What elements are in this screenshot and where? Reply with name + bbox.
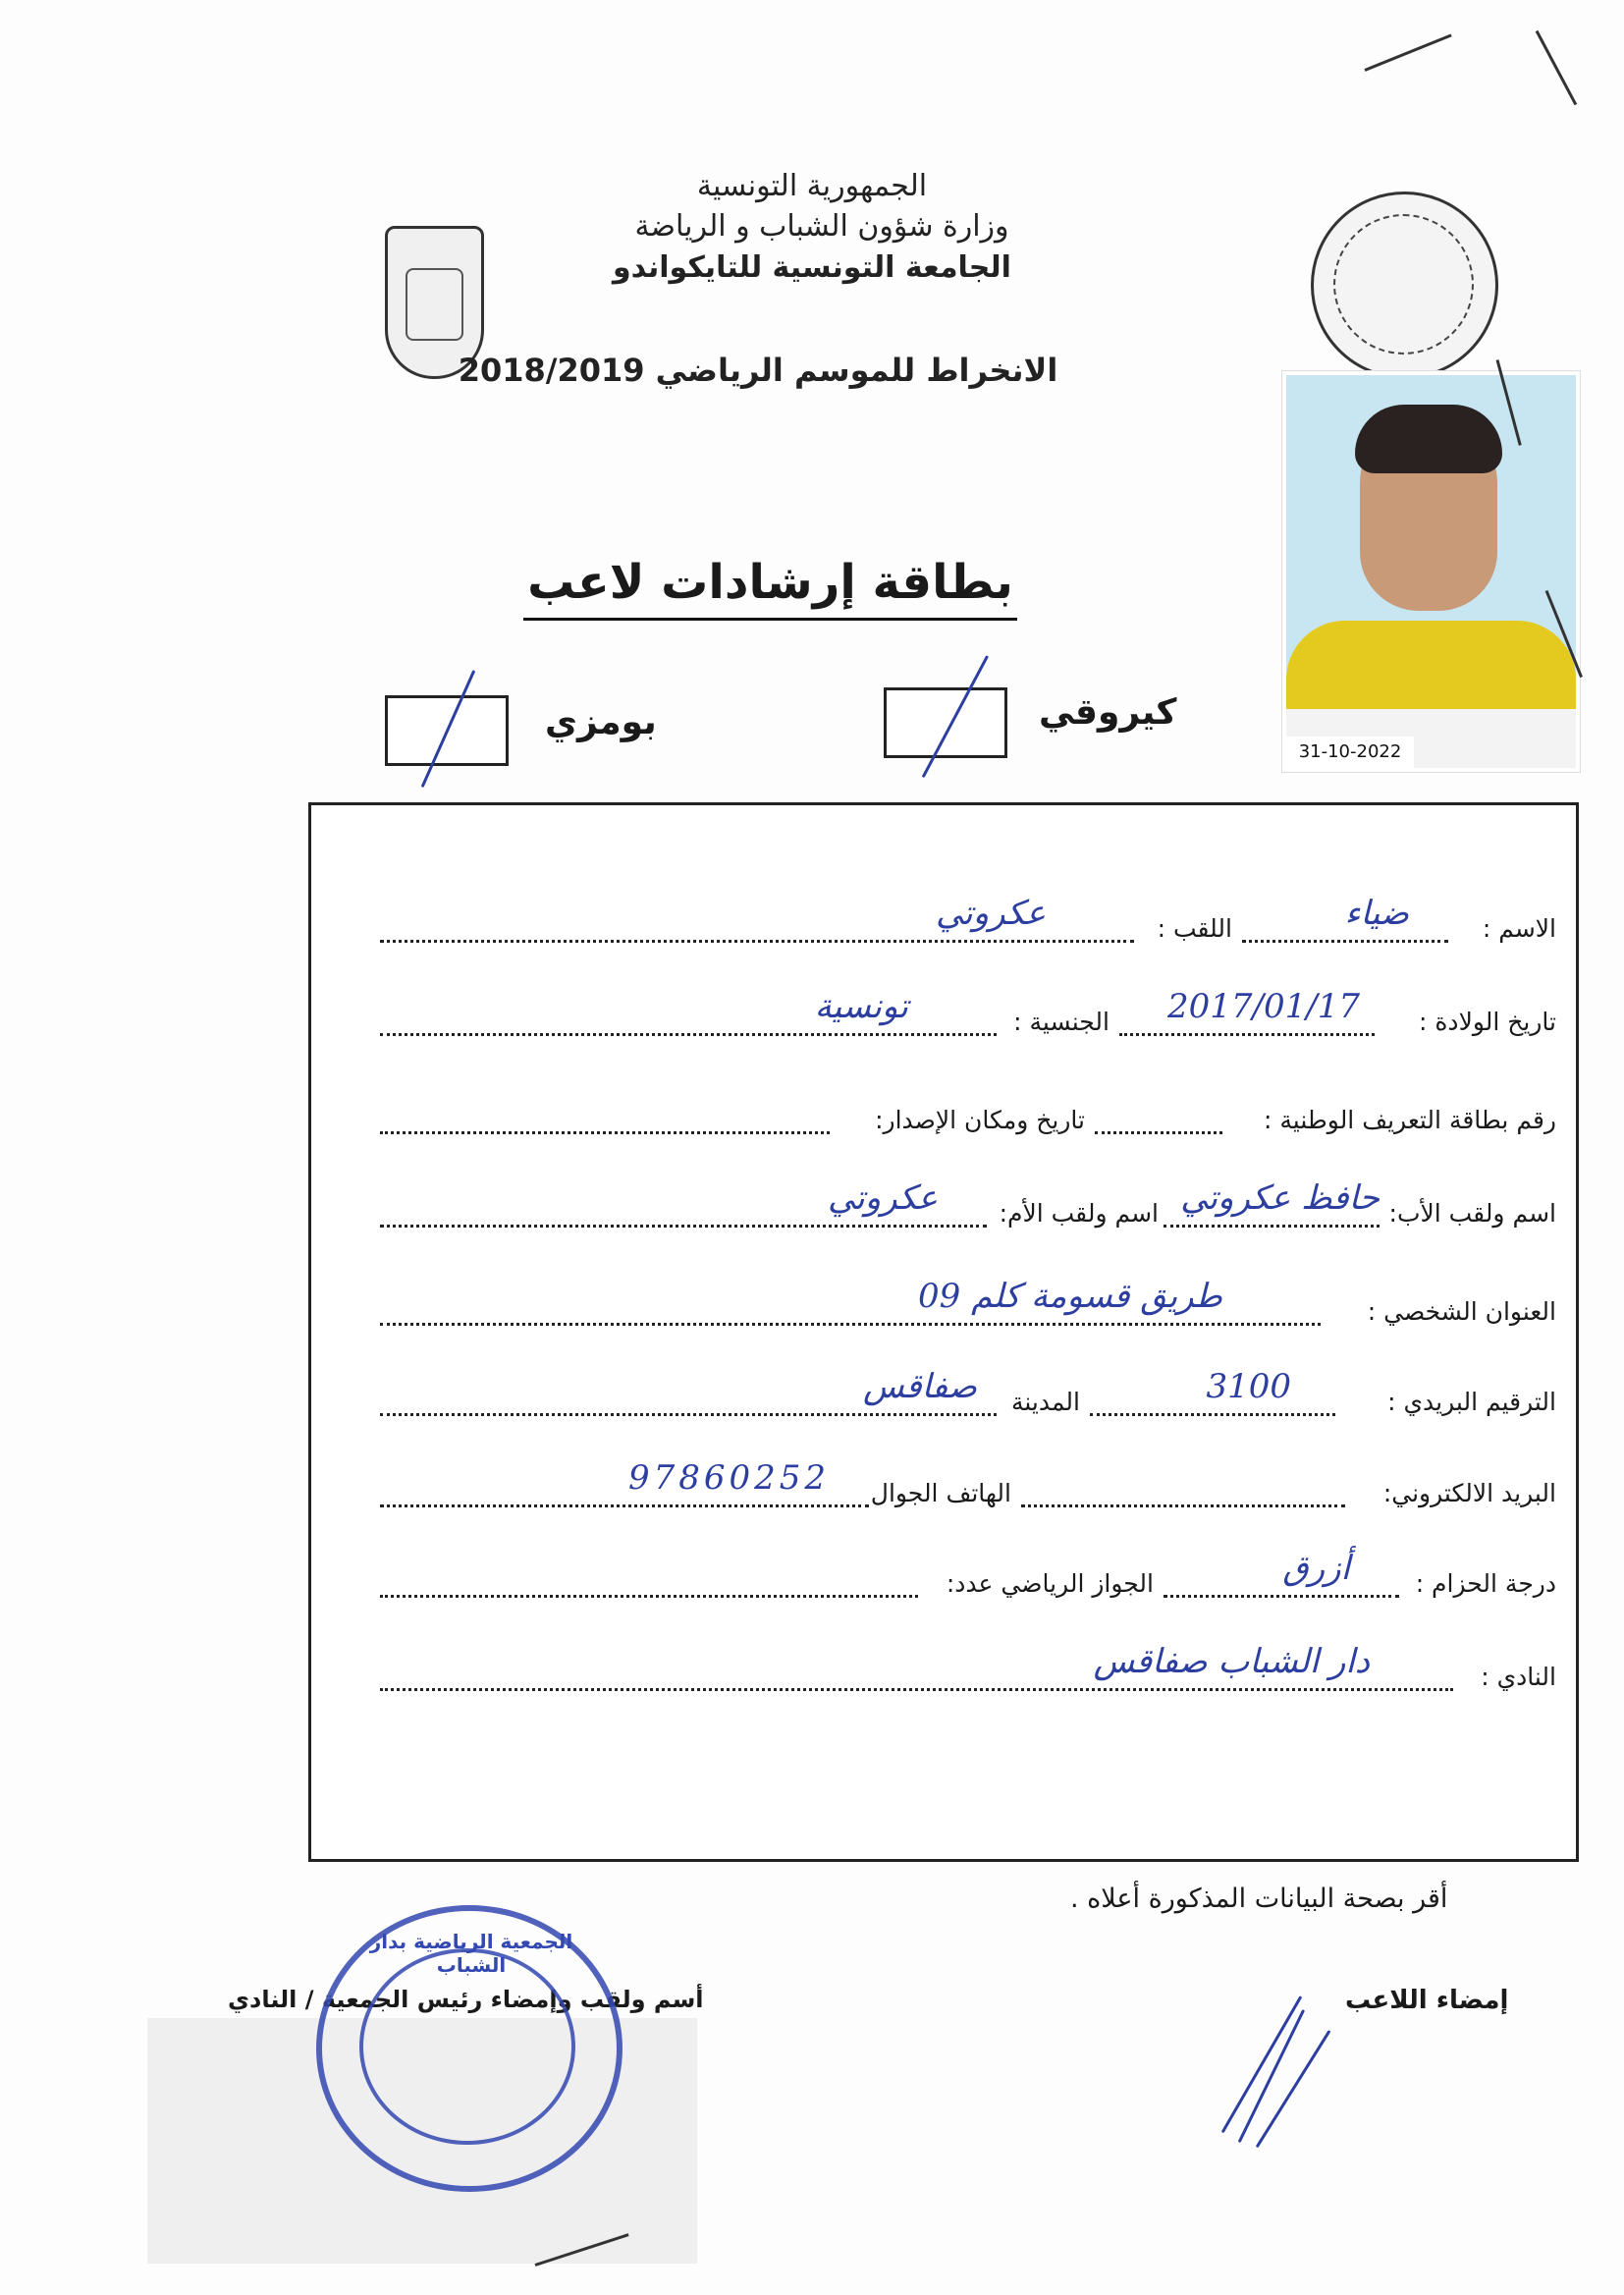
row-belt xyxy=(380,1547,1556,1606)
kyorugi-label: كيروقي xyxy=(1039,692,1177,733)
row-club xyxy=(380,1640,1556,1699)
first-name-label: الاسم : xyxy=(1482,914,1556,943)
postal-label: الترقيم البريدي : xyxy=(1387,1388,1556,1416)
club-label: النادي : xyxy=(1481,1663,1556,1691)
header-ministry: وزارة شؤون الشباب و الرياضة xyxy=(634,209,1009,244)
player-info-form xyxy=(308,802,1579,1862)
dob-value[interactable]: 2017/01/17 xyxy=(1167,987,1360,1026)
row-parents xyxy=(380,1176,1556,1235)
passport-field[interactable] xyxy=(380,1595,918,1598)
last-name-label: اللقب : xyxy=(1157,914,1232,943)
pin-mark xyxy=(1364,34,1451,72)
photo-date-stamp: 31-10-2022 xyxy=(1286,737,1414,768)
player-signature-icon xyxy=(1221,1995,1303,2133)
city-label: المدينة xyxy=(1010,1388,1080,1416)
header-season: الانخراط للموسم الرياضي 2018/2019 xyxy=(458,352,1058,389)
mother-value[interactable]: عكروتي xyxy=(827,1178,938,1218)
poomsae-label: بومزي xyxy=(545,702,657,742)
id-issue-field[interactable] xyxy=(380,1131,830,1134)
certify-statement: أقر بصحة البيانات المذكورة أعلاه . xyxy=(1070,1884,1448,1914)
email-field[interactable] xyxy=(1021,1504,1345,1507)
city-value[interactable]: صفاقس xyxy=(862,1367,977,1406)
phone-value[interactable]: 97860252 xyxy=(627,1458,830,1498)
club-stamp-text: الجمعية الرياضية بدار الشباب xyxy=(369,1930,573,1977)
phone-label: الهاتف الجوال xyxy=(870,1479,1011,1507)
header-republic: الجمهورية التونسية xyxy=(696,169,928,203)
id-issue-label: تاريخ ومكان الإصدار: xyxy=(875,1106,1085,1134)
postal-value[interactable]: 3100 xyxy=(1206,1367,1291,1406)
nationality-value[interactable]: تونسية xyxy=(814,987,908,1026)
address-label: العنوان الشخصي : xyxy=(1367,1297,1556,1326)
belt-value[interactable]: أزرق xyxy=(1282,1549,1350,1588)
id-label: رقم بطاقة التعريف الوطنية : xyxy=(1264,1106,1556,1134)
father-label: اسم ولقب الأب: xyxy=(1388,1199,1556,1228)
document-title: بطاقة إرشادات لاعب xyxy=(0,555,1624,610)
kyorugi-checkbox[interactable] xyxy=(884,687,1007,758)
mother-label: اسم ولقب الأم: xyxy=(999,1199,1159,1228)
email-label: البريد الالكتروني: xyxy=(1382,1479,1556,1507)
club-value[interactable]: دار الشباب صفاقس xyxy=(1093,1642,1370,1681)
row-contact xyxy=(380,1456,1556,1515)
nationality-label: الجنسية : xyxy=(1013,1008,1110,1036)
address-value[interactable]: طريق قسومة كلم 09 xyxy=(918,1277,1222,1316)
row-address xyxy=(380,1275,1556,1334)
row-postal xyxy=(380,1365,1556,1424)
dob-label: تاريخ الولادة : xyxy=(1418,1008,1556,1036)
father-value[interactable]: حافظ عكروتي xyxy=(1180,1178,1380,1218)
club-signature-label: أسم ولقب وإمضاء رئيس الجمعية / النادي xyxy=(228,1986,704,2013)
row-id xyxy=(380,1083,1556,1142)
first-name-value[interactable]: ضياء xyxy=(1344,894,1409,933)
id-field[interactable] xyxy=(1095,1131,1222,1134)
belt-label: درجة الحزام : xyxy=(1415,1569,1556,1598)
row-name xyxy=(380,892,1556,951)
row-birth xyxy=(380,985,1556,1044)
passport-label: الجواز الرياضي عدد: xyxy=(946,1569,1154,1598)
last-name-value[interactable]: عكروتي xyxy=(935,894,1046,933)
header-federation: الجامعة التونسية للتايكواندو xyxy=(613,250,1011,285)
pin-mark xyxy=(1536,30,1578,105)
player-signature-stroke xyxy=(1256,2030,1331,2148)
player-signature-label: إمضاء اللاعب xyxy=(1345,1986,1509,2015)
